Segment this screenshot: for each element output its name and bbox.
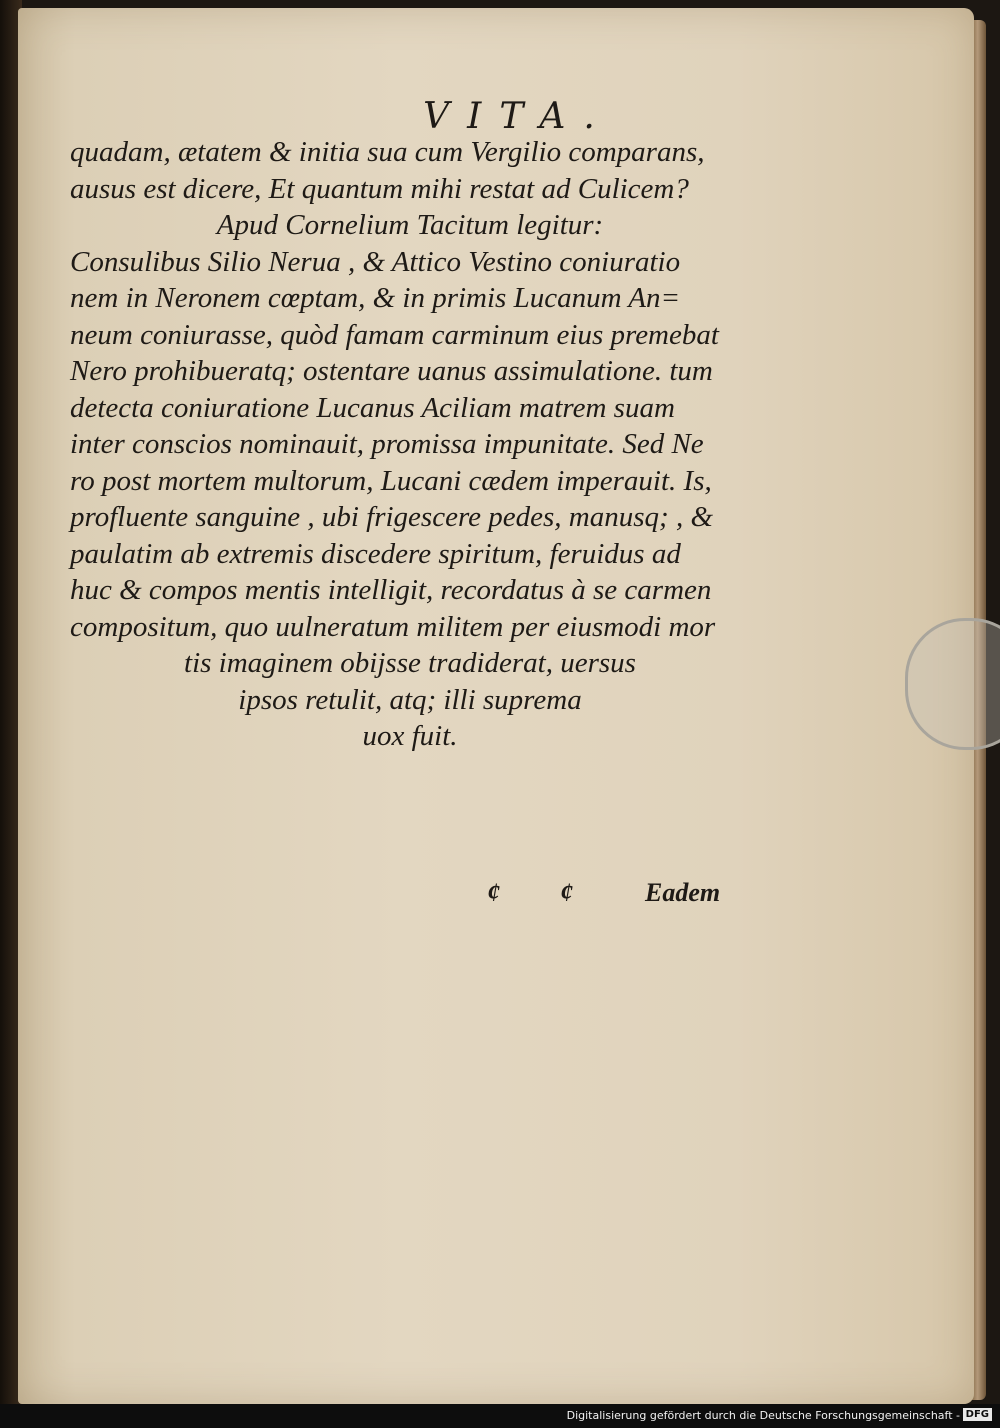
catchword: Eadem: [645, 878, 721, 907]
footer-bar: [0, 1404, 1000, 1428]
text-line: Consulibus Silio Nerua , & Attico Vestino coniuratio: [70, 245, 681, 278]
text-line: nem in Neronem cœptam, & in primis Lucanum An=: [70, 282, 681, 314]
text-line: compositum, quo uulneratum militem per eiusmodi mor: [70, 610, 716, 643]
text-line: huc & compos mentis intelligit, recordatus à se carmen: [70, 574, 712, 606]
body-text: [70, 134, 750, 755]
text-line: detecta coniuratione Lucanus Aciliam matrem suam: [70, 391, 675, 424]
text-line: neum coniurasse, quòd famam carminum eius premebat: [70, 318, 719, 351]
signature-mark-right: ¢: [560, 878, 573, 907]
running-title: VITA.: [423, 96, 613, 137]
text-line: paulatim ab extremis discedere spiritum, feruidus ad: [70, 537, 681, 570]
text-line: inter conscios nominauit, promissa impunitate. Sed Ne: [70, 428, 704, 460]
text-line: ro post mortem multorum, Lucani cædem imperauit. Is,: [70, 464, 712, 497]
footer-credit: Digitalisierung gefördert durch die Deutsche Forschungsgemeinschaft -: [566, 1409, 960, 1422]
text-line: ausus est dicere, Et quantum mihi restat ad Culicem?: [70, 172, 689, 205]
text-line: Nero prohibueratq; ostentare uanus assimulatione. tum: [70, 355, 713, 387]
text-line: profluente sanguine , ubi frigescere pedes, manusq; , &: [70, 501, 713, 533]
dfg-logo-icon: DFG: [963, 1408, 992, 1421]
text-line: uox fuit.: [362, 720, 458, 752]
text-line: quadam, ætatem & initia sua cum Vergilio comparans,: [70, 136, 705, 168]
text-line: tis imaginem obijsse tradiderat, uersus: [184, 647, 636, 679]
section-heading: Apud Cornelium Tacitum legitur:: [216, 209, 604, 241]
text-line: ipsos retulit, atq; illi suprema: [238, 683, 582, 716]
signature-mark-left: ¢: [487, 878, 500, 907]
